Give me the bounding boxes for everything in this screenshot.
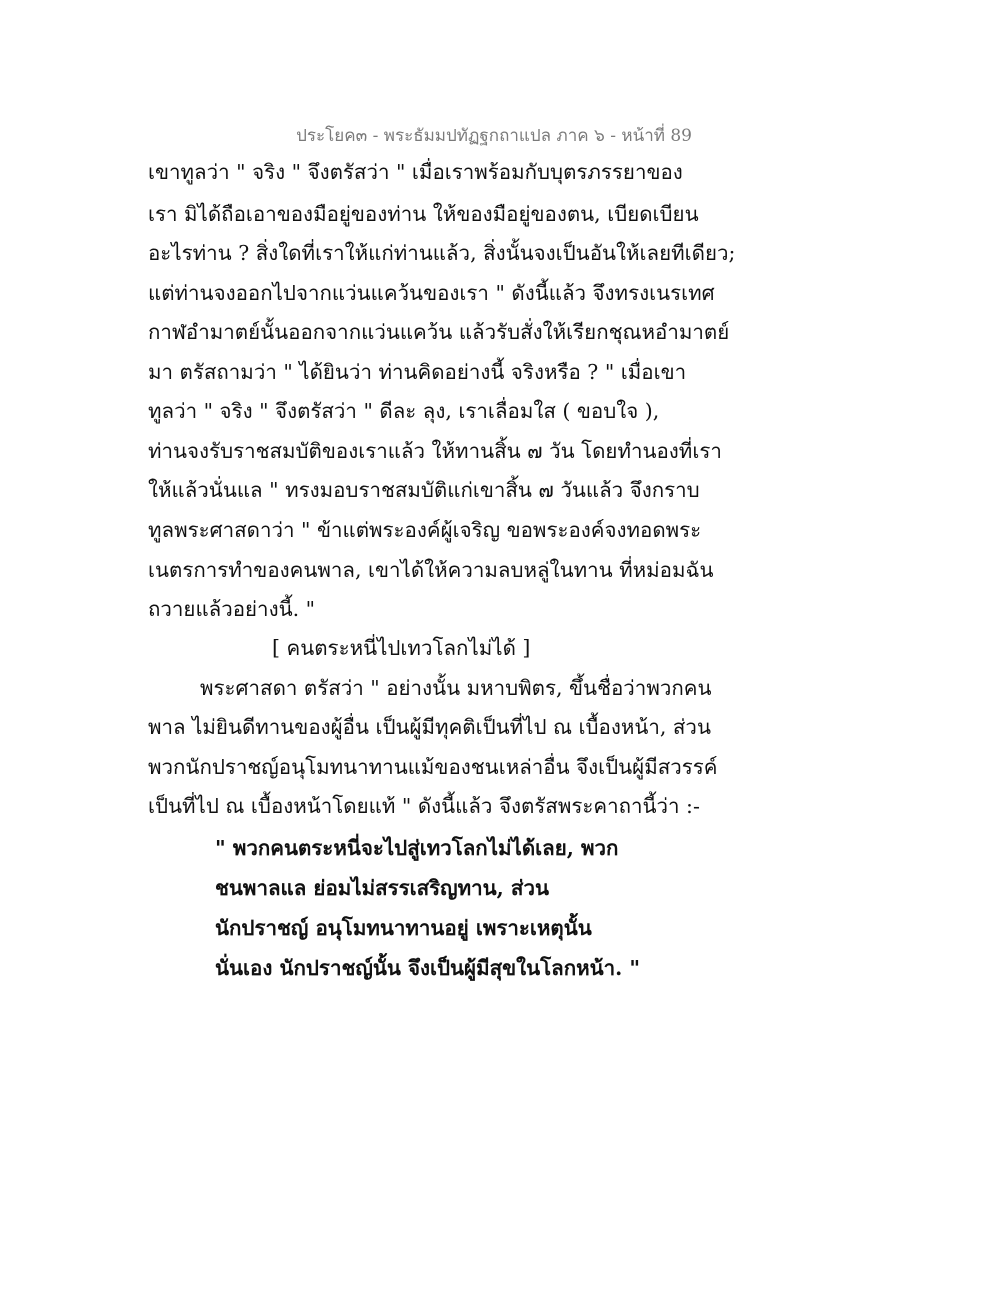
paragraph-1-line-10: ทูลพระศาสดาว่า " ข้าแต่พระองค์ผู้เจริญ ขอพระองค์จงทอดพระ: [148, 518, 702, 542]
running-header: ประโยค๓ - พระธัมมปทัฏฐกถาแปล ภาค ๖ - หน้าที่ 89: [296, 126, 692, 146]
paragraph-2-line-2: พาล ไม่ยินดีทานของผู้อื่น เป็นผู้มีทุคติเป็นที่ไป ณ เบื้องหน้า, ส่วน: [148, 715, 711, 739]
paragraph-1-line-5: กาฬอำมาตย์นั้นออกจากแว่นแคว้น แล้วรับสั่งให้เรียกชุณหอำมาตย์: [148, 320, 730, 344]
paragraph-1-line-12: ถวายแล้วอย่างนี้. ": [148, 597, 316, 621]
paragraph-1-line-2: เรา มิได้ถือเอาของมือยู่ของท่าน ให้ของมือยู่ของตน, เบียดเบียน: [148, 202, 699, 226]
paragraph-1-line-11: เนตรการทำของคนพาล, เขาได้ให้ความลบหลู่ในทาน ที่หม่อมฉัน: [148, 558, 714, 582]
section-heading: [ คนตระหนี่ไปเทวโลกไม่ได้ ]: [272, 636, 531, 660]
paragraph-1-line-6: มา ตรัสถามว่า " ได้ยินว่า ท่านคิดอย่างนี้ จริงหรือ ? " เมื่อเขา: [148, 360, 687, 384]
paragraph-2-line-3: พวกนักปราชญ์อนุโมทนาทานแม้ของชนเหล่าอื่น จึงเป็นผู้มีสวรรค์: [148, 755, 718, 779]
paragraph-2-line-4: เป็นที่ไป ณ เบื้องหน้าโดยแท้ " ดังนี้แล้ว จึงตรัสพระคาถานี้ว่า :-: [148, 794, 700, 818]
paragraph-1-line-8: ท่านจงรับราชสมบัติของเราแล้ว ให้ทานสิ้น ๗ วัน โดยทำนองที่เรา: [148, 439, 722, 463]
verse-line-4: นั่นเอง นักปราชญ์นั้น จึงเป็นผู้มีสุขในโลกหน้า. ": [215, 956, 641, 980]
paragraph-1-line-9: ให้แล้วนั่นแล " ทรงมอบราชสมบัติแก่เขาสิ้น ๗ วันแล้ว จึงกราบ: [148, 478, 700, 502]
paragraph-1-line-4: แต่ท่านจงออกไปจากแว่นแคว้นของเรา " ดังนี้แล้ว จึงทรงเนรเทศ: [148, 281, 715, 305]
verse-line-2: ชนพาลแล ย่อมไม่สรรเสริญทาน, ส่วน: [215, 876, 549, 900]
paragraph-1-line-1: เขาทูลว่า " จริง " จึงตรัสว่า " เมื่อเราพร้อมกับบุตรภรรยาของ: [148, 160, 683, 184]
verse-line-1: " พวกคนตระหนี่จะไปสู่เทวโลกไม่ได้เลย, พวก: [215, 836, 619, 860]
paragraph-1-line-7: ทูลว่า " จริง " จึงตรัสว่า " ดีละ ลุง, เราเลื่อมใส ( ขอบใจ ),: [148, 399, 660, 423]
paragraph-2-line-1: พระศาสดา ตรัสว่า " อย่างนั้น มหาบพิตร, ขึ้นชื่อว่าพวกคน: [200, 676, 712, 700]
paragraph-1-line-3: อะไรท่าน ? สิ่งใดที่เราให้แก่ท่านแล้ว, สิ่งนั้นจงเป็นอันให้เลยทีเดียว;: [148, 241, 736, 265]
verse-line-3: นักปราชญ์ อนุโมทนาทานอยู่ เพราะเหตุนั้น: [215, 916, 592, 940]
